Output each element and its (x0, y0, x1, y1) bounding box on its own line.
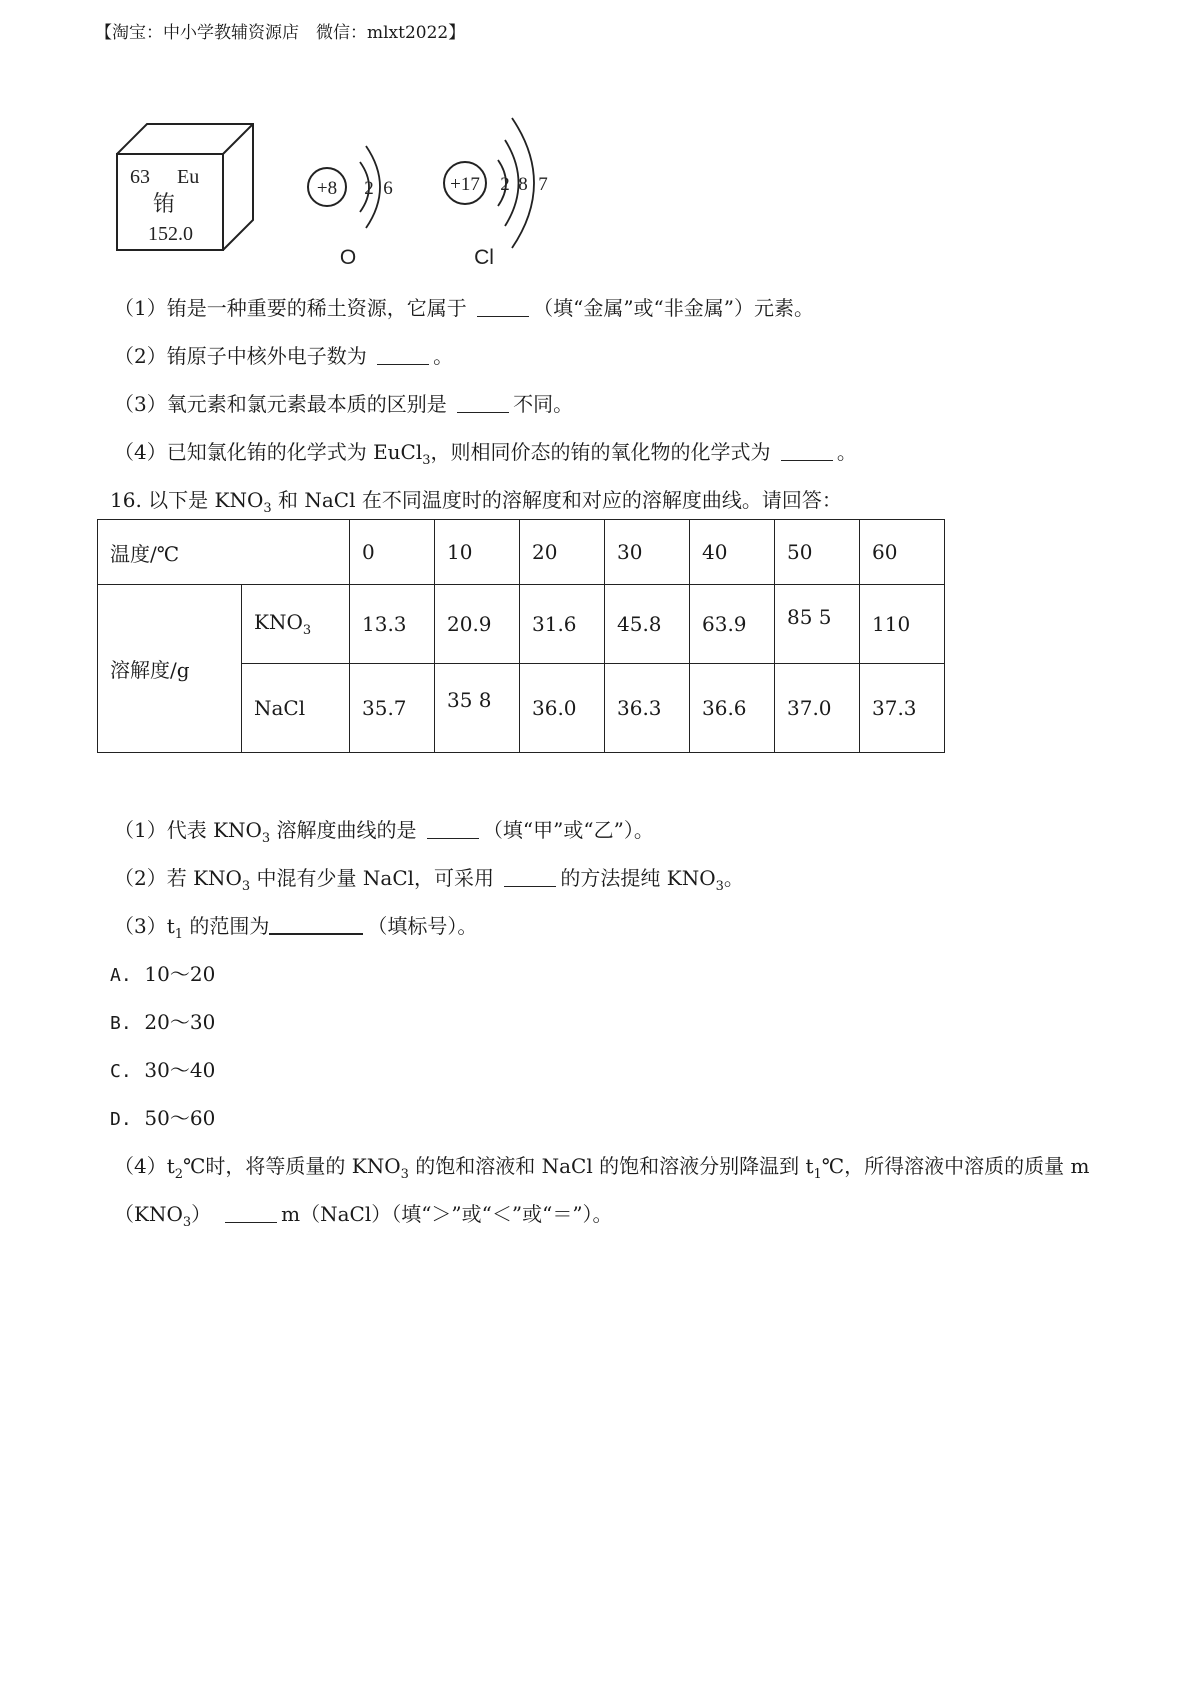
answer-blank[interactable] (269, 932, 363, 935)
temp-cell: 10 (435, 520, 520, 585)
cl-nucleus-charge: +17 (450, 174, 480, 195)
nacl-cell: 35 8 (435, 664, 520, 753)
nacl-cell: 36.0 (520, 664, 605, 753)
q15-part2: （2）铕原子中核外电子数为 。 (114, 344, 454, 368)
kno3-cell: 20.9 (435, 585, 520, 664)
cl-shell-3: 7 (538, 174, 548, 195)
answer-blank[interactable] (504, 885, 556, 887)
option-b[interactable]: B. 20～30 (110, 1010, 216, 1034)
temp-cell: 60 (860, 520, 945, 585)
cl-shell-2: 8 (518, 174, 528, 195)
q16-intro: 16. 以下是 $KNO_3$ 和 NaCl 在不同温度时的溶解度和对应的溶解度曲线。请回答： (110, 488, 842, 516)
solubility-header: 溶解度/g (98, 585, 242, 753)
q16-part1: （1）代表 $KNO_3$ 溶解度曲线的是 （填“甲”或“乙”）。 (114, 818, 654, 846)
temp-cell: 30 (605, 520, 690, 585)
q16-part4-line1: $(4)t_2℃$时，将等质量的 $KNO_3$ 的饱和溶液和 NaCl 的饱和溶液分别降温到 $t_1℃$，所得溶液中溶质的质量 m (114, 1154, 1090, 1182)
element-symbol: Eu (177, 166, 200, 188)
element-number: 63 (130, 166, 150, 188)
temp-cell: 20 (520, 520, 605, 585)
q15-part3: （3）氧元素和氯元素最本质的区别是 不同。 (114, 392, 574, 416)
atom-structure-figure (0, 0, 600, 280)
answer-blank[interactable] (781, 459, 833, 461)
q15-part4: （4）已知氯化铕的化学式为 EuCl$_3$，则相同价态的铕的氧化物的化学式为 。 (114, 440, 857, 468)
kno3-cell: 110 (860, 585, 945, 664)
answer-blank[interactable] (427, 837, 479, 839)
kno3-cell: 13.3 (350, 585, 435, 664)
q16-part3: $(3)t_1$ 的范围为 （填标号）。 (114, 914, 478, 942)
answer-blank[interactable] (457, 411, 509, 413)
nacl-cell: 35.7 (350, 664, 435, 753)
kno3-cell: 31.6 (520, 585, 605, 664)
temp-cell: 50 (775, 520, 860, 585)
o-shell-1: 2 (364, 178, 374, 199)
page-header: 【淘宝：中小学教辅资源店 微信：mlxt2022】 (95, 23, 466, 43)
q16-part2: （2）若 $KNO_3$ 中混有少量 NaCl，可采用 的方法提纯 $KNO_3$。 (114, 866, 744, 894)
nacl-cell: 36.6 (690, 664, 775, 753)
nacl-cell: 37.0 (775, 664, 860, 753)
temp-cell: 0 (350, 520, 435, 585)
option-c[interactable]: C. 30～40 (110, 1058, 216, 1082)
cl-label: Cl (474, 246, 494, 269)
o-label: O (339, 246, 357, 269)
solubility-table (97, 519, 945, 753)
temp-header: 温度/℃ (98, 520, 350, 585)
o-nucleus-charge: +8 (316, 178, 338, 199)
q15-part1: （1）铕是一种重要的稀土资源，它属于 （填“金属”或“非金属”）元素。 (114, 296, 814, 320)
element-mass: 152.0 (148, 223, 193, 245)
kno3-cell: 85 5 (775, 585, 860, 664)
q16-part4-line2: $(KNO_3)$ m（NaCl）（填“＞”或“＜”或“＝”）。 (114, 1202, 613, 1230)
kno3-cell: 45.8 (605, 585, 690, 664)
element-name: 铕 (153, 192, 176, 217)
cl-shell-1: 2 (500, 174, 510, 195)
temp-cell: 40 (690, 520, 775, 585)
kno3-row-label: $KNO_3$ (242, 585, 350, 664)
nacl-cell: 37.3 (860, 664, 945, 753)
answer-blank[interactable] (225, 1221, 277, 1223)
o-shell-2: 6 (383, 178, 393, 199)
kno3-cell: 63.9 (690, 585, 775, 664)
answer-blank[interactable] (377, 363, 429, 365)
option-a[interactable]: A. 10～20 (110, 962, 216, 986)
nacl-row-label: NaCl (242, 664, 350, 753)
nacl-cell: 36.3 (605, 664, 690, 753)
answer-blank[interactable] (477, 315, 529, 317)
option-d[interactable]: D. 50～60 (110, 1106, 216, 1130)
